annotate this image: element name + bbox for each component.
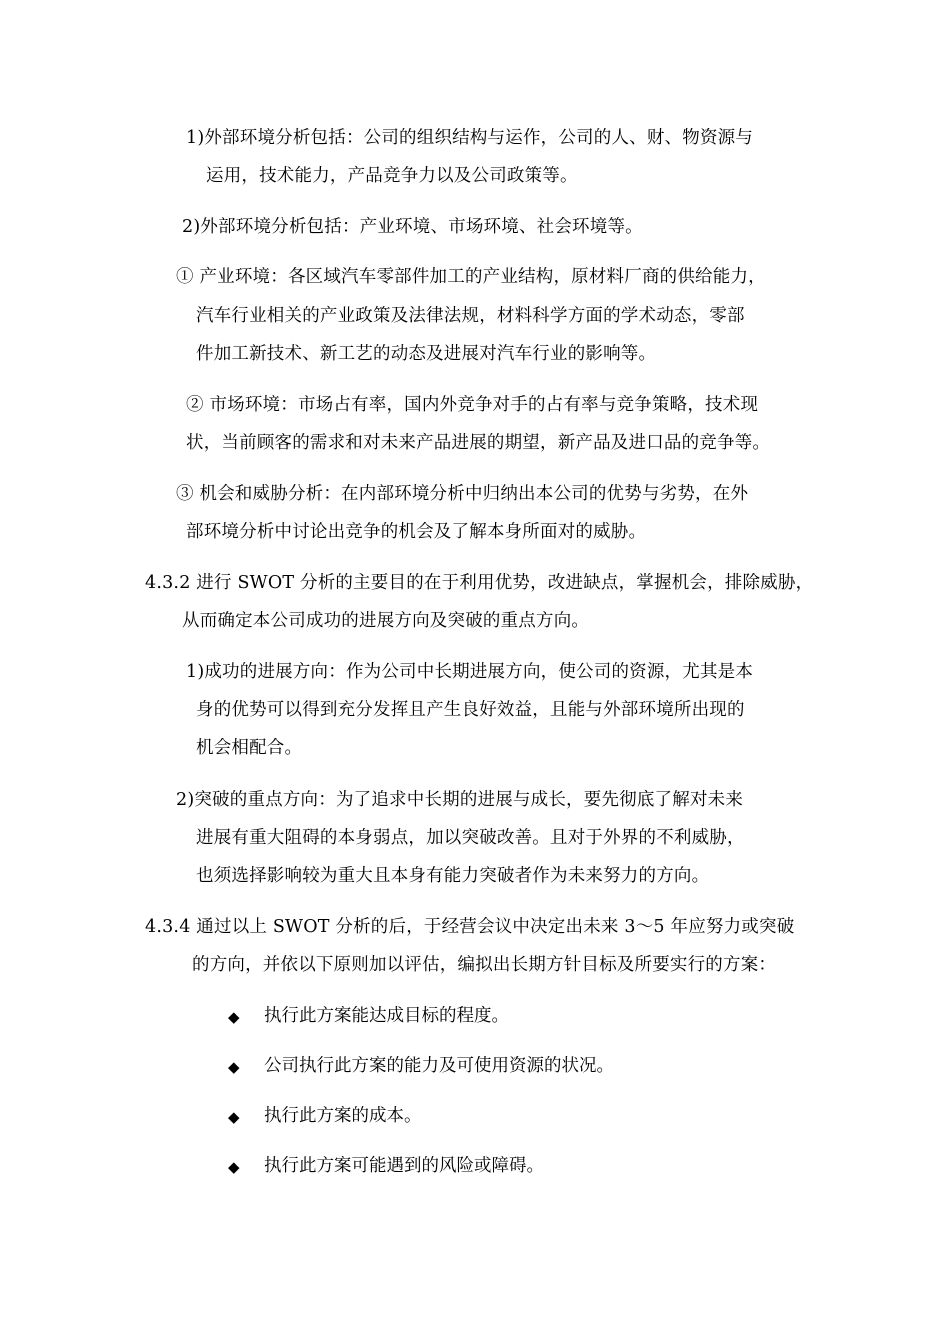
diamond-bullet-icon: ◆ [228, 1058, 240, 1076]
text-line: 部环境分析中讨论出竞争的机会及了解本身所面对的威胁。 [186, 522, 647, 542]
text-line: 1)外部环境分析包括：公司的组织结构与运作，公司的人、财、物资源与 [186, 128, 754, 148]
text-line: 状，当前顾客的需求和对未来产品进展的期望，新产品及进口品的竞争等。 [186, 433, 771, 453]
text-line: 机会相配合。 [196, 738, 303, 758]
text-line: 也须选择影响较为重大且本身有能力突破者作为未来努力的方向。 [196, 866, 710, 886]
list-item-text: 执行此方案能达成目标的程度。 [264, 1006, 509, 1026]
text-line: 汽车行业相关的产业政策及法律法规，材料科学方面的学术动态，零部 [196, 306, 745, 326]
text-line: 的方向，并依以下原则加以评估，编拟出长期方针目标及所要实行的方案： [192, 955, 777, 975]
text-line: 从而确定本公司成功的进展方向及突破的重点方向。 [182, 611, 590, 631]
list-item-text: 执行此方案可能遇到的风险或障碍。 [264, 1156, 544, 1176]
text-line: 运用，技术能力，产品竞争力以及公司政策等。 [206, 166, 578, 186]
text-line: 身的优势可以得到充分发挥且产生良好效益，且能与外部环境所出现的 [196, 700, 745, 720]
text-line: ③ 机会和威胁分析：在内部环境分析中归纳出本公司的优势与劣势，在外 [176, 484, 749, 504]
text-line: ① 产业环境：各区域汽车零部件加工的产业结构，原材料厂商的供给能力， [176, 267, 766, 287]
text-line: ② 市场环境：市场占有率，国内外竞争对手的占有率与竞争策略，技术现 [186, 395, 759, 415]
text-line: 4.3.4 通过以上 SWOT 分析的后，于经营会议中决定出未来 3～5 年应努力或突破 [145, 917, 795, 937]
diamond-bullet-icon: ◆ [228, 1108, 240, 1126]
diamond-bullet-icon: ◆ [228, 1158, 240, 1176]
text-line: 2)突破的重点方向：为了追求中长期的进展与成长，要先彻底了解对未来 [176, 790, 744, 810]
text-line: 4.3.2 进行 SWOT 分析的主要目的在于利用优势，改进缺点，掌握机会，排除威胁， [145, 573, 814, 593]
text-line: 件加工新技术、新工艺的动态及进展对汽车行业的影响等。 [196, 344, 657, 364]
text-line: 1)成功的进展方向：作为公司中长期进展方向，使公司的资源，尤其是本 [186, 662, 754, 682]
list-item-text: 公司执行此方案的能力及可使用资源的状况。 [264, 1056, 614, 1076]
text-line: 进展有重大阻碍的本身弱点，加以突破改善。且对于外界的不利威胁， [196, 828, 745, 848]
text-line: 2)外部环境分析包括：产业环境、市场环境、社会环境等。 [182, 217, 643, 237]
diamond-bullet-icon: ◆ [228, 1008, 240, 1026]
list-item-text: 执行此方案的成本。 [264, 1106, 422, 1126]
